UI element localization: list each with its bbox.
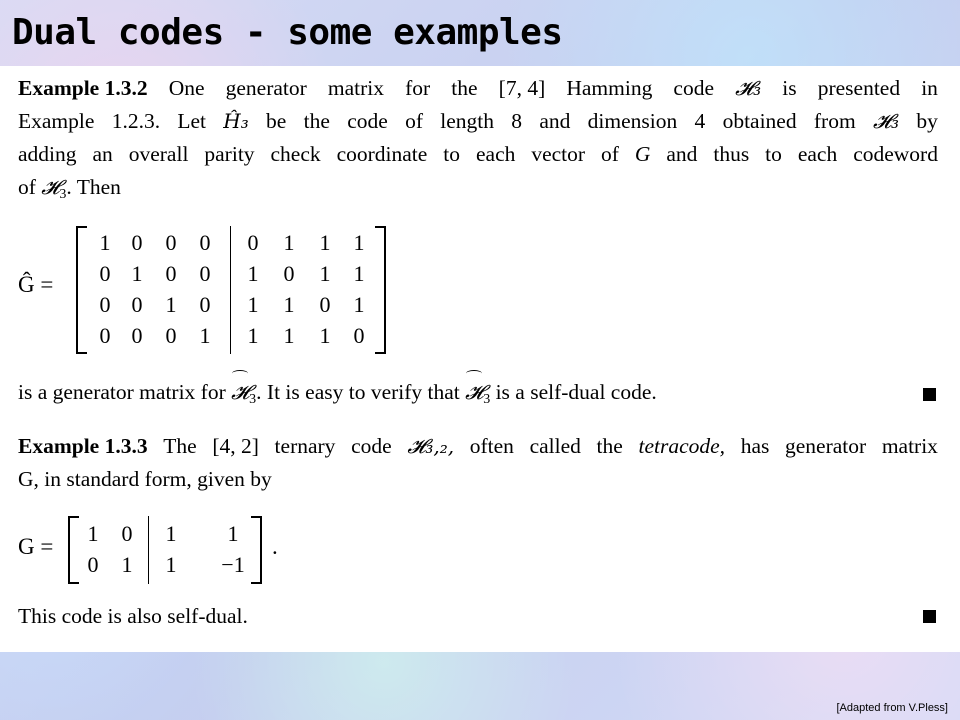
g-hat-matrix-cell: 0 xyxy=(131,230,143,255)
code-symbol: 𝓗₃ xyxy=(872,109,900,133)
word: and xyxy=(666,142,698,166)
word: codeword xyxy=(853,142,938,166)
example-1-3-2-line-1 xyxy=(18,72,938,105)
book-excerpt xyxy=(0,66,960,652)
g-hat-matrix-cell: 1 xyxy=(319,323,331,348)
word: tetracode, xyxy=(638,434,726,458)
example-1-3-3-paragraph xyxy=(18,430,938,496)
g-matrix-cell: −1 xyxy=(221,552,245,577)
code-symbol: 𝓗₃,₂, xyxy=(407,434,455,458)
word: to xyxy=(443,142,461,166)
end-of-proof-square xyxy=(923,388,936,401)
g-hat-matrix-cell: 0 xyxy=(283,261,295,286)
word: [4, 2] xyxy=(212,434,259,458)
word: of xyxy=(405,109,423,133)
example-1-3-3-closing: This code is also self-dual. xyxy=(18,604,248,628)
text: is a generator matrix for xyxy=(18,380,232,404)
g-hat-matrix-cell: 1 xyxy=(283,292,295,317)
word: and xyxy=(539,109,571,133)
g-hat-matrix-cell: 0 xyxy=(99,323,111,348)
word: an xyxy=(92,142,113,166)
g-hat-matrix-cell: 0 xyxy=(247,230,259,255)
example-1-3-3-label: Example 1.3.3 xyxy=(18,434,148,458)
g-hat-matrix-cell: 1 xyxy=(199,323,211,348)
g-matrix-cell: 1 xyxy=(165,552,177,577)
example-1-3-2-line-3 xyxy=(18,138,938,171)
text: . Then xyxy=(66,175,121,199)
word: the xyxy=(303,109,330,133)
word: presented xyxy=(817,76,901,100)
matrix-period: . xyxy=(272,534,278,559)
text: . It is easy to verify that xyxy=(256,380,466,404)
g-hat-matrix-cell: 0 xyxy=(319,292,331,317)
g-hat-matrix-cell: 0 xyxy=(99,261,111,286)
g-hat-matrix-cell: 0 xyxy=(165,230,177,255)
subscript: 3 xyxy=(59,187,67,202)
g-hat-matrix-cell: 1 xyxy=(319,261,331,286)
example-1-3-3-line-1 xyxy=(18,430,938,463)
word: vector xyxy=(531,142,586,166)
g-matrix-cell: 0 xyxy=(87,552,99,577)
word: in xyxy=(921,76,938,100)
example-1-3-2-label: Example 1.3.2 xyxy=(18,76,148,100)
word: code xyxy=(673,76,715,100)
g-matrix-cell: 1 xyxy=(227,521,239,546)
example-1-3-2-conclusion xyxy=(18,376,938,416)
g-hat-matrix-cell: 1 xyxy=(283,323,295,348)
g-hat-matrix-cell: 1 xyxy=(165,292,177,317)
conclusion-line xyxy=(18,376,938,416)
word: of xyxy=(601,142,619,166)
g-hat-matrix-row xyxy=(76,320,386,352)
source-credit: [Adapted from V.Pless] xyxy=(836,702,948,714)
word: the xyxy=(596,434,623,458)
g-hat-matrix-row xyxy=(76,227,386,259)
word: 1.2.3. xyxy=(111,109,161,133)
code-symbol: 𝓗 xyxy=(231,376,249,409)
g-hat-matrix-cell: 1 xyxy=(99,230,111,255)
g-hat-matrix-row xyxy=(76,258,386,290)
word: each xyxy=(797,142,838,166)
g-hat-matrix-row xyxy=(76,289,386,321)
word: dimension xyxy=(587,109,678,133)
word: length xyxy=(440,109,495,133)
g-hat-matrix-cell: 0 xyxy=(165,261,177,286)
code-symbol: 𝓗₃ xyxy=(735,76,762,100)
word: code xyxy=(351,434,392,458)
word: [7, 4] xyxy=(498,76,546,100)
end-of-proof-square xyxy=(923,610,936,623)
g-hat-label: Ĝ = xyxy=(18,272,54,297)
g-hat-matrix-cell: 1 xyxy=(131,261,143,286)
g-hat-matrix xyxy=(76,226,386,354)
g-hat-matrix-cell: 1 xyxy=(283,230,295,255)
g-matrix-row xyxy=(68,518,262,550)
g-hat-matrix-cell: 1 xyxy=(247,292,259,317)
g-hat-matrix-cell: 0 xyxy=(199,292,211,317)
code-symbol: 𝓗 xyxy=(465,376,483,409)
word: by xyxy=(916,109,938,133)
word: to xyxy=(765,142,782,166)
g-hat-matrix-cell: 1 xyxy=(353,261,365,286)
word: parity xyxy=(204,142,255,166)
word: each xyxy=(475,142,516,166)
word: matrix xyxy=(881,434,938,458)
word: 8 xyxy=(511,109,523,133)
g-hat-matrix-cell: 0 xyxy=(131,292,143,317)
g-matrix-cell: 1 xyxy=(121,552,133,577)
g-hat-matrix-cell: 1 xyxy=(247,261,259,286)
word: be xyxy=(266,109,287,133)
g-hat-matrix-cell: 0 xyxy=(199,261,211,286)
word: coordinate xyxy=(336,142,428,166)
example-1-3-3-line-2: G, in standard form, given by xyxy=(18,467,272,491)
word: 4 xyxy=(694,109,706,133)
g-matrix-cell: 1 xyxy=(165,521,177,546)
word: The xyxy=(163,434,197,458)
example-1-3-2-line-4 xyxy=(18,171,938,211)
g-matrix-row xyxy=(68,549,262,581)
word: Example xyxy=(18,109,95,133)
word: overall xyxy=(128,142,189,166)
word: G xyxy=(634,142,651,166)
g-hat-matrix-block xyxy=(18,224,418,356)
subscript: 3 xyxy=(249,392,257,407)
word: is xyxy=(782,76,797,100)
word: the xyxy=(451,76,478,100)
code-symbol: 𝓗 xyxy=(41,175,60,199)
slide-title: Dual codes - some examples xyxy=(12,12,563,53)
g-hat-matrix-cell: 1 xyxy=(247,323,259,348)
text: of xyxy=(18,175,42,199)
word: thus xyxy=(713,142,750,166)
g-matrix-cell: 0 xyxy=(121,521,133,546)
word: generator xyxy=(785,434,867,458)
g-hat-matrix-cell: 0 xyxy=(131,323,143,348)
g-matrix xyxy=(68,516,262,584)
word: often xyxy=(469,434,514,458)
g-hat-matrix-cell: 0 xyxy=(353,323,365,348)
example-1-3-2-line-2 xyxy=(18,105,938,138)
g-hat-matrix-cell: 1 xyxy=(319,230,331,255)
word: generator xyxy=(225,76,307,100)
text: is a self-dual code. xyxy=(490,380,657,404)
g-hat-matrix-cell: 1 xyxy=(353,292,365,317)
word: for xyxy=(405,76,431,100)
g-hat-matrix-cell: 0 xyxy=(199,230,211,255)
word: called xyxy=(529,434,581,458)
g-matrix-block xyxy=(18,514,318,588)
subscript: 3 xyxy=(483,392,491,407)
g-hat-matrix-cell: 1 xyxy=(353,230,365,255)
g-matrix-cell: 1 xyxy=(87,521,99,546)
example-1-3-2-paragraph xyxy=(18,72,938,211)
word: from xyxy=(813,109,856,133)
word: One xyxy=(168,76,205,100)
word: adding xyxy=(18,142,77,166)
g-hat-matrix-cell: 0 xyxy=(99,292,111,317)
word: matrix xyxy=(327,76,385,100)
word: Hamming xyxy=(566,76,653,100)
code-symbol: Ĥ₃ xyxy=(223,109,249,133)
g-hat-matrix-cell: 0 xyxy=(165,323,177,348)
word: has xyxy=(740,434,770,458)
word: obtained xyxy=(722,109,797,133)
word: ternary xyxy=(274,434,336,458)
word: Let xyxy=(177,109,207,133)
word: check xyxy=(270,142,321,166)
g-label: G = xyxy=(18,534,54,559)
word: code xyxy=(347,109,388,133)
